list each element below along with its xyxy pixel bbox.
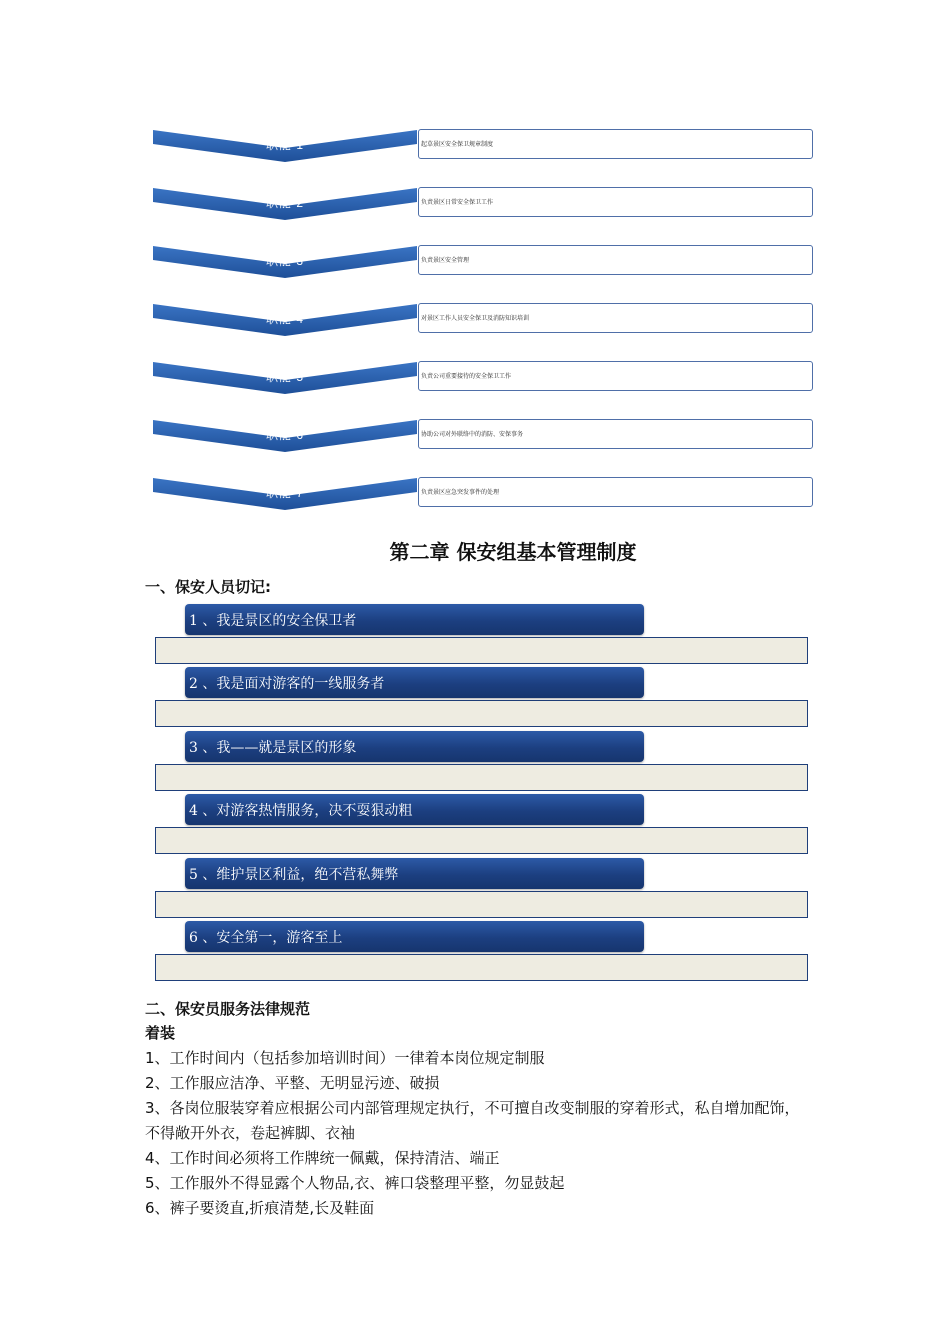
reminder-list: [155, 604, 810, 984]
function-row: [150, 128, 820, 186]
chapter-title: 第二章 保安组基本管理制度: [389, 540, 637, 564]
function-box: [418, 303, 813, 333]
function-text: 协助公司对外联络中的消防、安保事务: [421, 432, 524, 438]
function-text: 负责景区安全管理: [421, 258, 470, 264]
function-text: 负责公司重要接待的安全保卫工作: [421, 374, 512, 380]
function-row: [150, 302, 820, 360]
section-heading: 二、保安员服务法律规范: [145, 1000, 311, 1018]
function-label: 职能 7: [265, 486, 304, 500]
rule-item: 6、裤子要烫直,折痕清楚,长及鞋面: [145, 1199, 375, 1217]
list-item: [155, 921, 810, 984]
item-text: 5 、维护景区利益，绝不营私舞弊: [189, 866, 399, 883]
function-row: [150, 360, 820, 418]
item-text: 6 、安全第一，游客至上: [189, 929, 343, 946]
function-box: [418, 245, 813, 275]
function-row: [150, 244, 820, 302]
function-text: 起草景区安全保卫规章制度: [421, 142, 494, 148]
rule-list: [145, 1046, 810, 1221]
item-text: 3 、我——就是景区的形象: [189, 739, 357, 756]
function-list: [150, 128, 820, 534]
function-label: 职能 5: [265, 370, 304, 384]
function-box: [418, 187, 813, 217]
rule-item: 5、工作服外不得显露个人物品,衣、裤口袋整理平整，勿显鼓起: [145, 1174, 565, 1192]
function-row: [150, 186, 820, 244]
function-text: 对景区工作人员安全保卫及消防知识培训: [421, 316, 530, 322]
function-label: 职能 3: [265, 254, 304, 268]
item-bar: [185, 667, 644, 698]
item-band: [155, 954, 808, 981]
list-item: [155, 604, 810, 667]
function-box: [418, 129, 813, 159]
sub-heading: 着装: [145, 1024, 176, 1042]
rule-item: 1、工作时间内（包括参加培训时间）一律着本岗位规定制服: [145, 1049, 545, 1067]
function-label: 职能 1: [265, 138, 304, 152]
function-text: 负责景区日常安全保卫工作: [421, 200, 494, 206]
function-label: 职能 4: [265, 312, 304, 326]
list-item: [155, 794, 810, 857]
item-bar: [185, 794, 644, 825]
rule-item: 4、工作时间必须将工作牌统一佩戴，保持清洁、端正: [145, 1149, 500, 1167]
item-bar: [185, 858, 644, 889]
list-item: [155, 731, 810, 794]
item-band: [155, 764, 808, 791]
item-band: [155, 637, 808, 664]
item-bar: [185, 921, 644, 952]
item-band: [155, 700, 808, 727]
function-box: [418, 419, 813, 449]
function-box: [418, 361, 813, 391]
function-box: [418, 477, 813, 507]
function-label: 职能 6: [265, 428, 304, 442]
function-text: 负责景区应急突发事件的处理: [421, 490, 500, 496]
function-label: 职能 2: [265, 196, 304, 210]
function-row: [150, 418, 820, 476]
rule-item: 3、各岗位服装穿着应根据公司内部管理规定执行，不可擅自改变制服的穿着形式，私自增加配饰，不得敞开外衣，卷起裤脚、衣袖: [145, 1099, 800, 1142]
item-bar: [185, 731, 644, 762]
item-text: 1 、我是景区的安全保卫者: [189, 613, 357, 629]
section-heading: 一、保安人员切记:: [145, 578, 271, 596]
rule-item: 2、工作服应洁净、平整、无明显污迹、破损: [145, 1074, 440, 1092]
item-band: [155, 891, 808, 918]
list-item: [155, 858, 810, 921]
item-bar: [185, 604, 644, 635]
list-item: [155, 667, 810, 730]
function-row: [150, 476, 820, 534]
item-text: 4 、对游客热情服务，决不耍狠动粗: [189, 803, 413, 820]
item-band: [155, 827, 808, 854]
item-text: 2 、我是面对游客的一线服务者: [189, 676, 385, 693]
